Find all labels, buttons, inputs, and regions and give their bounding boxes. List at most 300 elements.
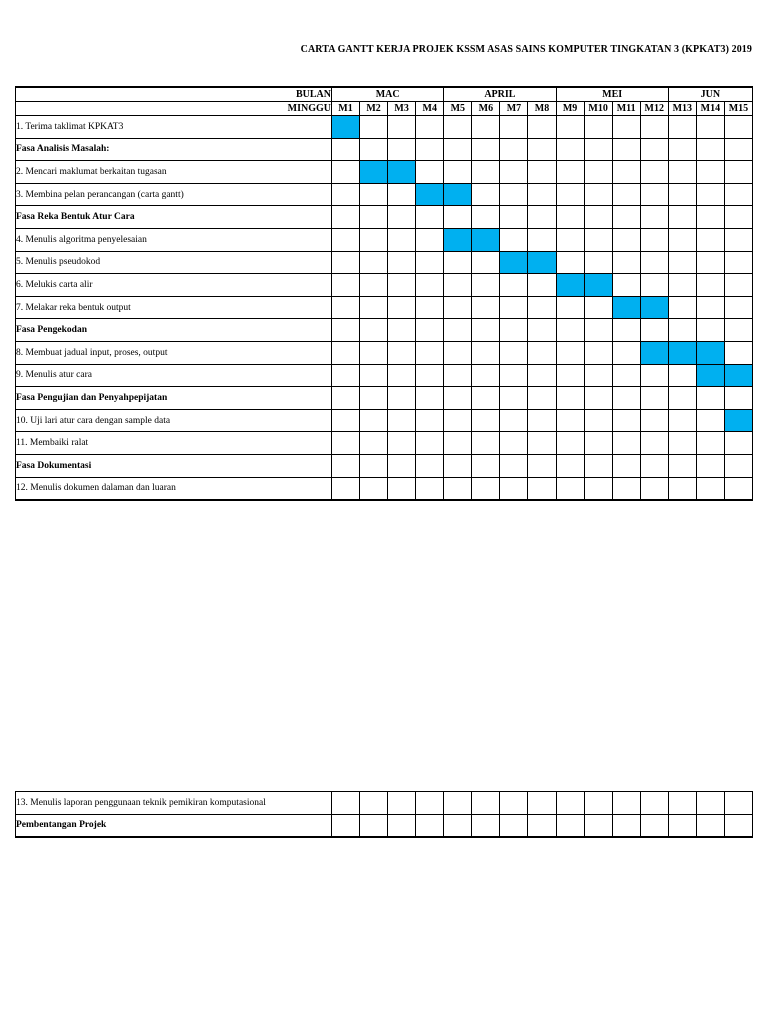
week-cell: [444, 319, 472, 342]
week-cell: [528, 319, 556, 342]
gantt-bar-cell: [556, 274, 584, 297]
week-cell: [612, 792, 640, 815]
week-cell: [556, 814, 584, 837]
week-cell: [584, 814, 612, 837]
week-header-m3: M3: [388, 102, 416, 116]
week-cell: [388, 296, 416, 319]
page-title: CARTA GANTT KERJA PROJEK KSSM ASAS SAINS KOMPUTER TINGKATAN 3 (KPKAT3) 2019: [300, 44, 752, 55]
week-header-m5: M5: [444, 102, 472, 116]
week-cell: [668, 454, 696, 477]
week-cell: [360, 341, 388, 364]
week-cell: [444, 477, 472, 500]
week-cell: [500, 274, 528, 297]
week-cell: [500, 319, 528, 342]
task-row: [16, 274, 753, 297]
week-cell: [724, 251, 752, 274]
week-cell: [472, 341, 500, 364]
week-cell: [416, 319, 444, 342]
task-label: 3. Membina pelan perancangan (carta gantt): [16, 183, 332, 206]
gantt-bar-cell: [696, 341, 724, 364]
week-cell: [668, 364, 696, 387]
week-cell: [416, 341, 444, 364]
week-cell: [556, 792, 584, 815]
week-header-m1: M1: [332, 102, 360, 116]
week-cell: [500, 296, 528, 319]
week-cell: [500, 138, 528, 161]
week-cell: [556, 228, 584, 251]
gantt-bar-cell: [444, 183, 472, 206]
week-cell: [416, 161, 444, 184]
gantt-bar-cell: [500, 251, 528, 274]
week-cell: [332, 161, 360, 184]
week-cell: [696, 432, 724, 455]
week-cell: [472, 161, 500, 184]
gantt-bar-cell: [528, 251, 556, 274]
week-header-m12: M12: [640, 102, 668, 116]
week-cell: [696, 792, 724, 815]
week-cell: [528, 387, 556, 410]
week-cell: [528, 814, 556, 837]
week-cell: [388, 116, 416, 139]
week-cell: [388, 274, 416, 297]
week-cell: [332, 138, 360, 161]
week-cell: [640, 387, 668, 410]
week-cell: [640, 116, 668, 139]
week-cell: [668, 296, 696, 319]
week-cell: [472, 116, 500, 139]
gantt-bar-cell: [388, 161, 416, 184]
task-label: 5. Menulis pseudokod: [16, 251, 332, 274]
gantt-bar-cell: [724, 409, 752, 432]
week-cell: [472, 454, 500, 477]
week-cell: [332, 274, 360, 297]
gantt-bar-cell: [612, 296, 640, 319]
week-cell: [584, 364, 612, 387]
week-cell: [668, 274, 696, 297]
week-cell: [444, 296, 472, 319]
week-cell: [360, 454, 388, 477]
week-cell: [584, 454, 612, 477]
week-cell: [388, 319, 416, 342]
week-cell: [332, 814, 360, 837]
week-cell: [612, 454, 640, 477]
week-cell: [696, 251, 724, 274]
gantt-bar-cell: [696, 364, 724, 387]
task-label: 6. Melukis carta alir: [16, 274, 332, 297]
week-cell: [528, 206, 556, 229]
week-cell: [640, 206, 668, 229]
week-cell: [584, 251, 612, 274]
week-cell: [584, 116, 612, 139]
week-cell: [444, 409, 472, 432]
week-cell: [332, 477, 360, 500]
week-cell: [444, 454, 472, 477]
week-cell: [416, 138, 444, 161]
week-cell: [556, 138, 584, 161]
task-label: 7. Melakar reka bentuk output: [16, 296, 332, 319]
week-cell: [556, 296, 584, 319]
week-cell: [612, 432, 640, 455]
week-cell: [416, 296, 444, 319]
week-cell: [472, 251, 500, 274]
week-cell: [612, 161, 640, 184]
week-header-m2: M2: [360, 102, 388, 116]
week-cell: [640, 792, 668, 815]
week-cell: [696, 387, 724, 410]
week-cell: [472, 183, 500, 206]
week-cell: [556, 364, 584, 387]
week-cell: [528, 364, 556, 387]
week-cell: [724, 341, 752, 364]
week-cell: [612, 206, 640, 229]
week-cell: [724, 432, 752, 455]
task-label: 13. Menulis laporan penggunaan teknik pemikiran komputasional: [16, 792, 332, 815]
week-cell: [556, 454, 584, 477]
week-cell: [500, 206, 528, 229]
week-cell: [612, 387, 640, 410]
week-cell: [388, 206, 416, 229]
week-cell: [360, 364, 388, 387]
task-row: [16, 477, 753, 500]
week-cell: [556, 251, 584, 274]
week-cell: [332, 228, 360, 251]
week-cell: [472, 206, 500, 229]
week-cell: [696, 477, 724, 500]
week-cell: [724, 319, 752, 342]
phase-row: [16, 387, 753, 410]
week-cell: [332, 409, 360, 432]
week-cell: [472, 409, 500, 432]
week-cell: [668, 116, 696, 139]
week-cell: [724, 116, 752, 139]
week-cell: [332, 792, 360, 815]
week-cell: [472, 814, 500, 837]
week-cell: [360, 138, 388, 161]
week-cell: [640, 319, 668, 342]
week-cell: [640, 432, 668, 455]
week-cell: [332, 387, 360, 410]
week-cell: [360, 251, 388, 274]
week-cell: [416, 274, 444, 297]
week-cell: [584, 341, 612, 364]
week-cell: [724, 161, 752, 184]
week-cell: [528, 274, 556, 297]
week-cell: [612, 116, 640, 139]
week-cell: [640, 138, 668, 161]
week-cell: [556, 319, 584, 342]
gantt-bar-cell: [668, 341, 696, 364]
week-cell: [584, 409, 612, 432]
week-cell: [612, 814, 640, 837]
week-cell: [612, 477, 640, 500]
week-cell: [416, 432, 444, 455]
week-cell: [500, 454, 528, 477]
week-cell: [724, 274, 752, 297]
week-header-m6: M6: [472, 102, 500, 116]
week-cell: [332, 183, 360, 206]
week-cell: [584, 319, 612, 342]
phase-row: [16, 206, 753, 229]
week-cell: [500, 792, 528, 815]
week-header-m9: M9: [556, 102, 584, 116]
week-cell: [360, 409, 388, 432]
week-cell: [696, 409, 724, 432]
task-row: [16, 116, 753, 139]
week-cell: [528, 409, 556, 432]
task-row: [16, 792, 753, 815]
week-cell: [668, 228, 696, 251]
phase-label: Fasa Pengekodan: [16, 319, 332, 342]
week-cell: [388, 814, 416, 837]
week-cell: [360, 296, 388, 319]
week-header-m8: M8: [528, 102, 556, 116]
week-cell: [556, 409, 584, 432]
week-cell: [668, 206, 696, 229]
phase-row: [16, 454, 753, 477]
week-cell: [332, 296, 360, 319]
task-row: [16, 341, 753, 364]
week-cell: [584, 138, 612, 161]
gantt-chart-table-continued: [15, 791, 753, 838]
week-cell: [612, 183, 640, 206]
week-cell: [556, 341, 584, 364]
week-cell: [696, 161, 724, 184]
week-cell: [360, 183, 388, 206]
week-cell: [388, 454, 416, 477]
week-cell: [528, 296, 556, 319]
month-header-april: APRIL: [444, 87, 556, 102]
week-cell: [332, 319, 360, 342]
week-cell: [584, 432, 612, 455]
week-cell: [696, 228, 724, 251]
week-cell: [640, 814, 668, 837]
gantt-bar-cell: [444, 228, 472, 251]
week-cell: [612, 341, 640, 364]
week-cell: [360, 814, 388, 837]
week-cell: [724, 206, 752, 229]
week-cell: [472, 792, 500, 815]
week-cell: [696, 183, 724, 206]
week-cell: [332, 206, 360, 229]
task-label: 12. Menulis dokumen dalaman dan luaran: [16, 477, 332, 500]
task-row: [16, 228, 753, 251]
week-cell: [388, 341, 416, 364]
week-header-m11: M11: [612, 102, 640, 116]
week-cell: [668, 387, 696, 410]
month-header-row: [16, 87, 753, 102]
week-cell: [416, 364, 444, 387]
week-cell: [584, 296, 612, 319]
week-cell: [388, 792, 416, 815]
task-row: [16, 251, 753, 274]
week-cell: [696, 274, 724, 297]
week-cell: [724, 228, 752, 251]
week-cell: [388, 364, 416, 387]
phase-label: Fasa Analisis Masalah:: [16, 138, 332, 161]
phase-label: Pembentangan Projek: [16, 814, 332, 837]
week-cell: [612, 409, 640, 432]
task-label: 1. Terima taklimat KPKAT3: [16, 116, 332, 139]
gantt-bar-cell: [360, 161, 388, 184]
week-cell: [668, 138, 696, 161]
gantt-bar-cell: [416, 183, 444, 206]
month-header-jun: JUN: [668, 87, 752, 102]
task-label: 11. Membaiki ralat: [16, 432, 332, 455]
week-cell: [668, 814, 696, 837]
week-cell: [416, 814, 444, 837]
week-cell: [528, 477, 556, 500]
week-cell: [444, 364, 472, 387]
week-cell: [444, 387, 472, 410]
gantt-bar-cell: [332, 116, 360, 139]
week-cell: [668, 161, 696, 184]
week-cell: [444, 138, 472, 161]
week-cell: [556, 477, 584, 500]
week-cell: [640, 477, 668, 500]
gantt-bar-cell: [640, 341, 668, 364]
week-cell: [416, 387, 444, 410]
week-cell: [640, 228, 668, 251]
week-cell: [360, 792, 388, 815]
week-cell: [360, 477, 388, 500]
week-cell: [556, 161, 584, 184]
phase-row: [16, 319, 753, 342]
week-cell: [696, 814, 724, 837]
week-cell: [612, 319, 640, 342]
week-cell: [584, 387, 612, 410]
week-cell: [640, 454, 668, 477]
week-cell: [472, 138, 500, 161]
week-cell: [444, 341, 472, 364]
week-cell: [724, 814, 752, 837]
task-row: [16, 409, 753, 432]
week-cell: [528, 183, 556, 206]
task-row: [16, 183, 753, 206]
week-cell: [528, 792, 556, 815]
week-cell: [332, 251, 360, 274]
week-header-m4: M4: [416, 102, 444, 116]
bulan-label: BULAN: [16, 87, 332, 102]
week-cell: [528, 432, 556, 455]
week-cell: [612, 251, 640, 274]
week-cell: [612, 138, 640, 161]
week-cell: [472, 319, 500, 342]
week-cell: [500, 409, 528, 432]
week-header-row: [16, 102, 753, 116]
phase-label: Fasa Pengujian dan Penyahpepijatan: [16, 387, 332, 410]
week-cell: [528, 138, 556, 161]
week-cell: [724, 183, 752, 206]
week-cell: [332, 341, 360, 364]
week-cell: [472, 274, 500, 297]
week-cell: [416, 251, 444, 274]
week-header-m15: M15: [724, 102, 752, 116]
week-cell: [640, 161, 668, 184]
phase-label: Fasa Dokumentasi: [16, 454, 332, 477]
week-cell: [584, 183, 612, 206]
week-cell: [360, 116, 388, 139]
week-cell: [360, 274, 388, 297]
task-label: 8. Membuat jadual input, proses, output: [16, 341, 332, 364]
minggu-label: MINGGU: [16, 102, 332, 116]
phase-label: Fasa Reka Bentuk Atur Cara: [16, 206, 332, 229]
week-cell: [724, 387, 752, 410]
week-cell: [696, 206, 724, 229]
week-cell: [556, 183, 584, 206]
phase-row: [16, 814, 753, 837]
week-cell: [584, 477, 612, 500]
week-cell: [500, 387, 528, 410]
week-cell: [444, 206, 472, 229]
week-cell: [332, 432, 360, 455]
week-cell: [724, 296, 752, 319]
week-cell: [444, 432, 472, 455]
week-cell: [360, 387, 388, 410]
week-cell: [528, 228, 556, 251]
week-cell: [472, 296, 500, 319]
week-cell: [388, 183, 416, 206]
task-label: 10. Uji lari atur cara dengan sample data: [16, 409, 332, 432]
week-cell: [668, 183, 696, 206]
week-cell: [640, 409, 668, 432]
week-cell: [332, 364, 360, 387]
week-cell: [640, 183, 668, 206]
task-row: [16, 161, 753, 184]
week-header-m7: M7: [500, 102, 528, 116]
week-cell: [528, 454, 556, 477]
week-cell: [528, 161, 556, 184]
week-cell: [472, 364, 500, 387]
week-cell: [444, 792, 472, 815]
gantt-bar-cell: [472, 228, 500, 251]
gantt-bar-cell: [724, 364, 752, 387]
task-row: [16, 432, 753, 455]
week-cell: [556, 116, 584, 139]
week-cell: [388, 432, 416, 455]
week-cell: [696, 319, 724, 342]
week-cell: [416, 116, 444, 139]
week-cell: [528, 341, 556, 364]
week-cell: [416, 228, 444, 251]
week-cell: [444, 161, 472, 184]
week-cell: [444, 251, 472, 274]
week-cell: [724, 138, 752, 161]
week-cell: [724, 792, 752, 815]
week-cell: [472, 477, 500, 500]
week-cell: [612, 228, 640, 251]
week-cell: [388, 228, 416, 251]
week-cell: [696, 116, 724, 139]
task-row: [16, 364, 753, 387]
week-cell: [528, 116, 556, 139]
week-cell: [388, 477, 416, 500]
week-cell: [500, 183, 528, 206]
week-cell: [556, 206, 584, 229]
week-cell: [444, 274, 472, 297]
week-cell: [360, 228, 388, 251]
week-cell: [724, 454, 752, 477]
phase-row: [16, 138, 753, 161]
week-cell: [360, 319, 388, 342]
week-header-m10: M10: [584, 102, 612, 116]
month-header-mei: MEI: [556, 87, 668, 102]
week-cell: [500, 364, 528, 387]
week-cell: [500, 228, 528, 251]
week-cell: [584, 792, 612, 815]
week-cell: [360, 432, 388, 455]
week-cell: [388, 251, 416, 274]
week-cell: [696, 138, 724, 161]
